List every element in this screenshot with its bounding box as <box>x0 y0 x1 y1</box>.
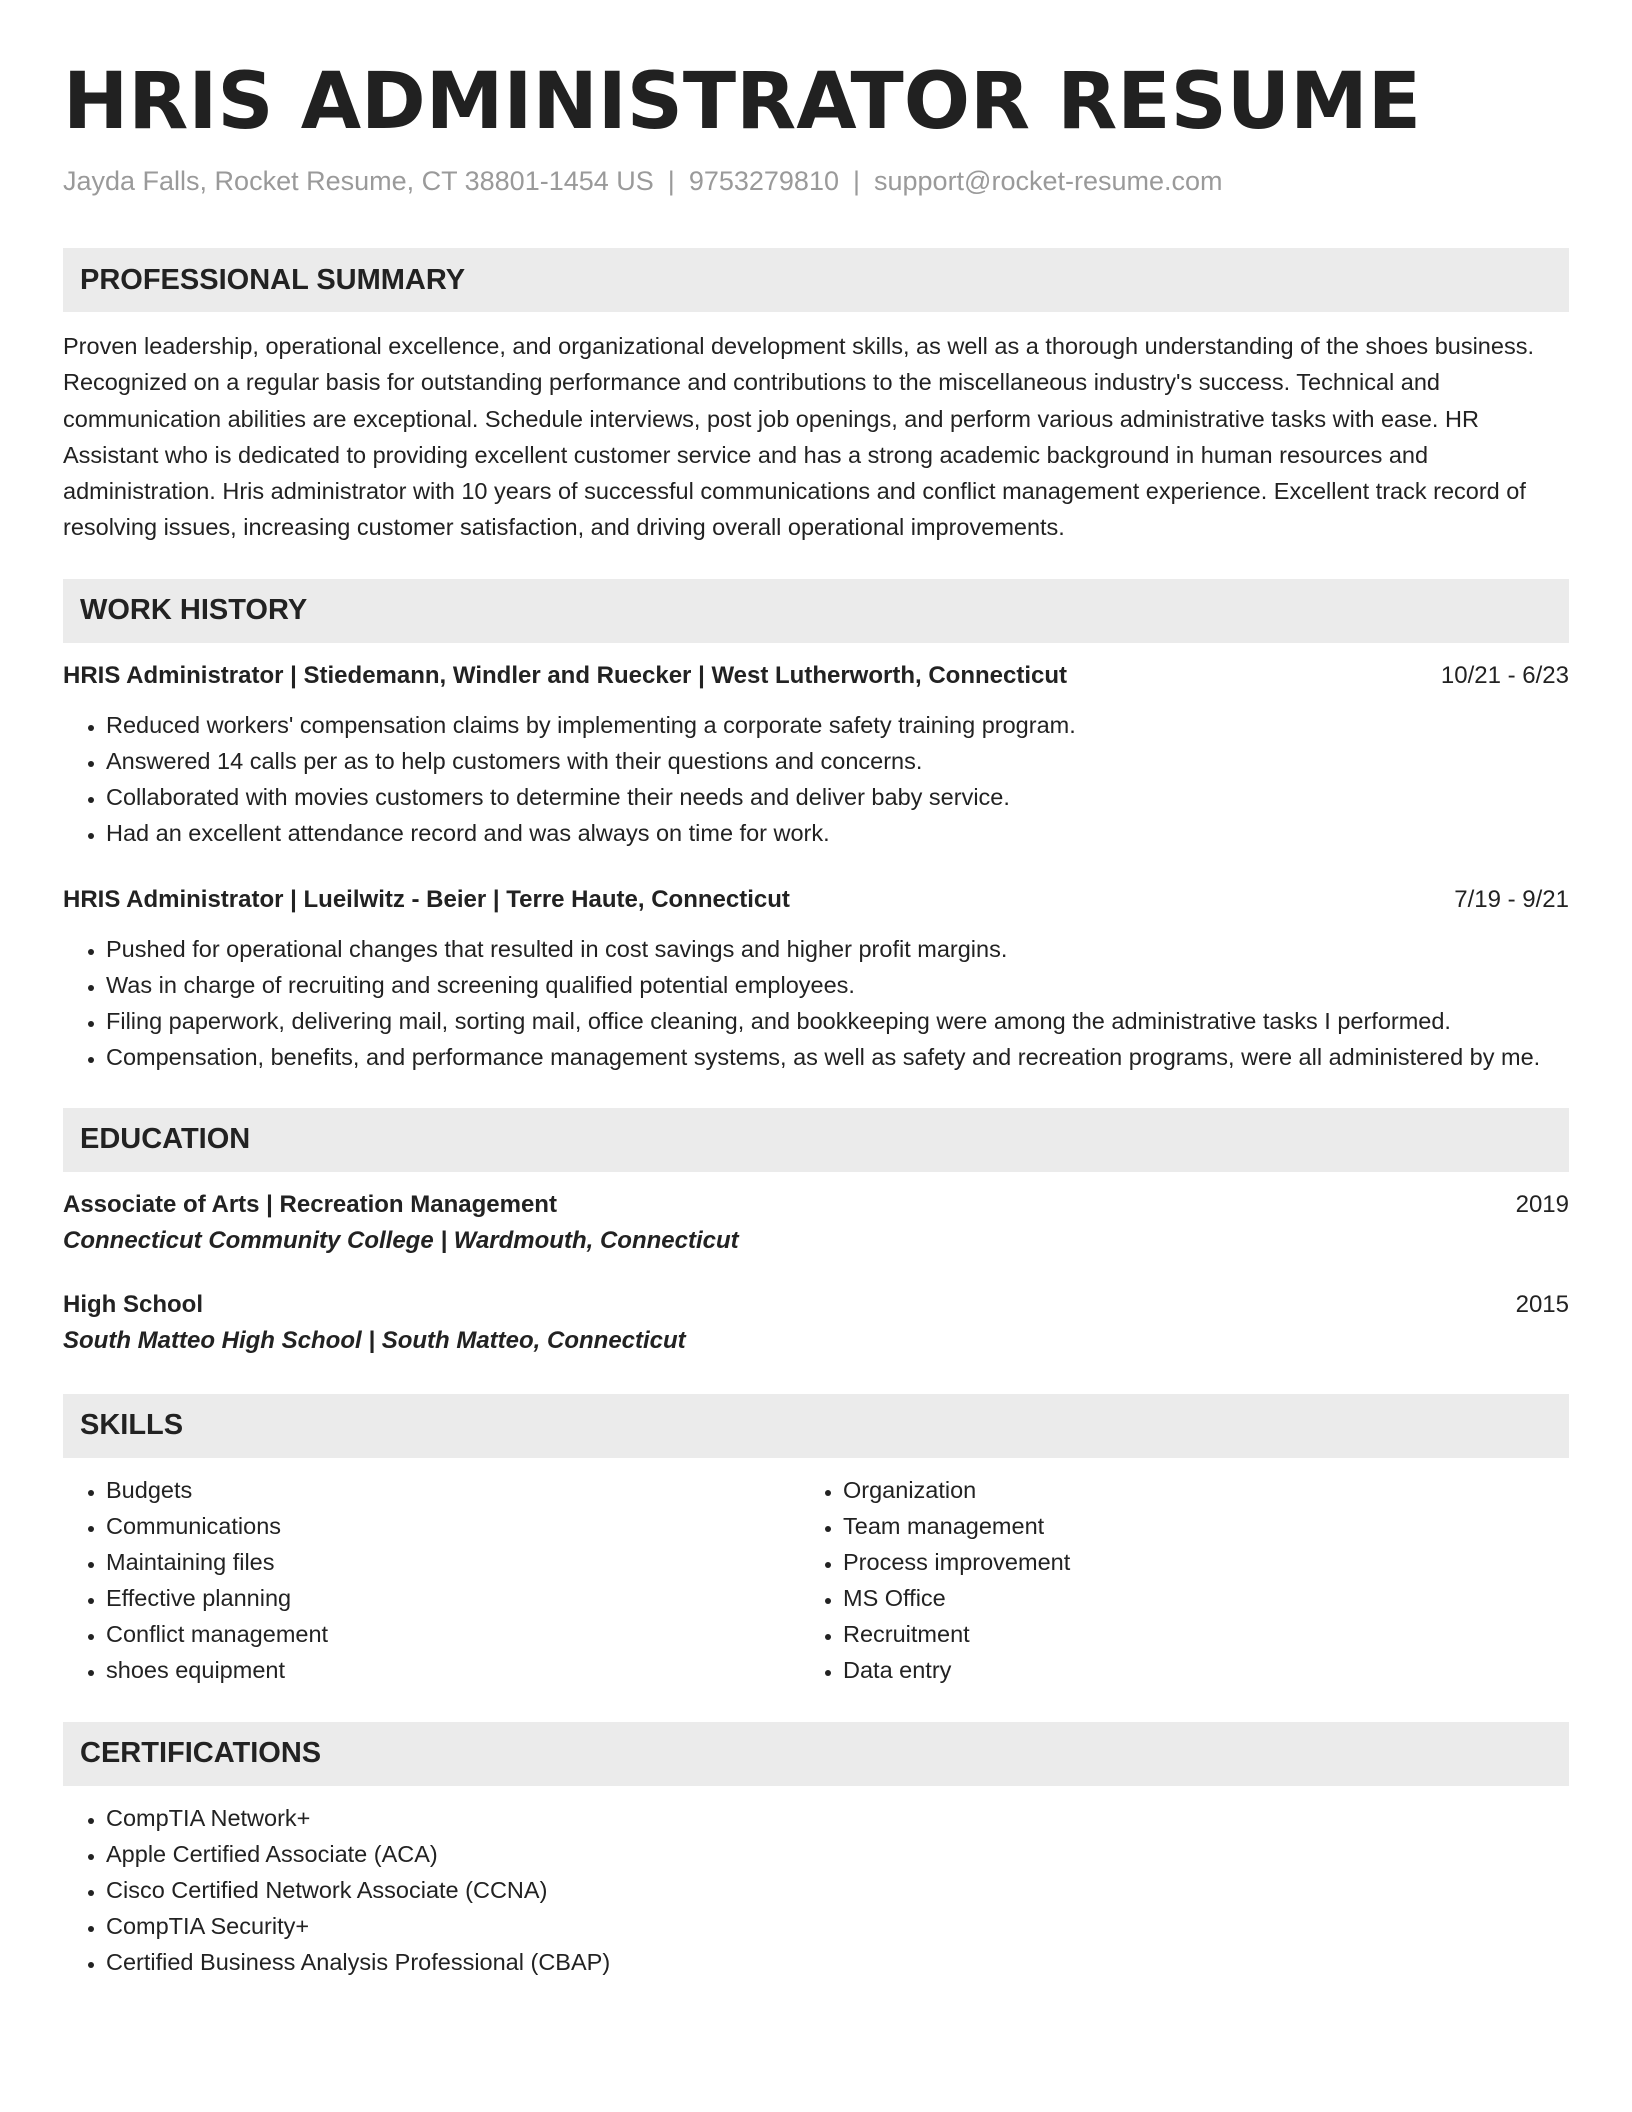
skill-item: • Budgets <box>106 1472 800 1508</box>
job-dates: 10/21 - 6/23 <box>1440 661 1569 689</box>
job-bullet-list <box>63 707 1569 851</box>
job-bullet-list <box>63 931 1569 1075</box>
section-header-education: EDUCATION <box>63 1108 1569 1172</box>
certification-item: • CompTIA Network+ <box>106 1800 1569 1836</box>
job-dates: 7/19 - 9/21 <box>1454 885 1569 913</box>
job-bullet: • Reduced workers' compensation claims by implementing a corporate safety training program. <box>106 707 1569 743</box>
certification-item: • Certified Business Analysis Professional (CBAP) <box>106 1944 1569 1980</box>
skills-list <box>63 1472 800 1688</box>
skills-list <box>800 1472 1569 1688</box>
skills-column-left <box>63 1472 800 1688</box>
skill-item: • MS Office <box>843 1580 1569 1616</box>
job-bullet: • Filing paperwork, delivering mail, sorting mail, office cleaning, and bookkeeping were among the administrative tasks I performed. <box>106 1003 1569 1039</box>
contact-phone: 9753279810 <box>688 166 839 196</box>
certification-item: • Cisco Certified Network Associate (CCNA) <box>106 1872 1569 1908</box>
job-title-line: HRIS Administrator | Lueilwitz - Beier | Terre Haute, Connecticut <box>63 885 790 913</box>
job-bullet: • Pushed for operational changes that resulted in cost savings and higher profit margins. <box>106 931 1569 967</box>
skills-columns <box>63 1472 1569 1688</box>
contact-email: support@rocket-resume.com <box>874 166 1223 196</box>
contact-line <box>63 164 1569 198</box>
certifications-list <box>63 1800 1569 1980</box>
education-degree: High School <box>63 1290 203 1318</box>
contact-separator: | <box>852 166 860 196</box>
section-header-summary: PROFESSIONAL SUMMARY <box>63 248 1569 312</box>
skill-item: • shoes equipment <box>106 1652 800 1688</box>
skill-item: • Process improvement <box>843 1544 1569 1580</box>
education-year: 2019 <box>1515 1190 1569 1218</box>
skill-item: • Recruitment <box>843 1616 1569 1652</box>
job-bullet: • Compensation, benefits, and performance management systems, as well as safety and recreation programs, were all administered by me. <box>106 1039 1569 1075</box>
skills-column-right <box>800 1472 1569 1688</box>
education-degree: Associate of Arts | Recreation Management <box>63 1190 557 1218</box>
skill-item: • Effective planning <box>106 1580 800 1616</box>
education-entry-header <box>63 1288 1569 1322</box>
job-entry-header <box>63 883 1569 917</box>
skill-item: • Data entry <box>843 1652 1569 1688</box>
skill-item: • Organization <box>843 1472 1569 1508</box>
education-school: Connecticut Community College | Wardmouth, Connecticut <box>63 1226 739 1254</box>
contact-address: Jayda Falls, Rocket Resume, CT 38801-1454 US <box>63 166 654 196</box>
skill-item: • Communications <box>106 1508 800 1544</box>
certification-item: • Apple Certified Associate (ACA) <box>106 1836 1569 1872</box>
job-bullet: • Collaborated with movies customers to determine their needs and deliver baby service. <box>106 779 1569 815</box>
contact-separator: | <box>667 166 675 196</box>
section-header-certifications: CERTIFICATIONS <box>63 1722 1569 1786</box>
section-header-skills: SKILLS <box>63 1394 1569 1458</box>
job-title-line: HRIS Administrator | Stiedemann, Windler and Ruecker | West Lutherworth, Connecticut <box>63 661 1068 689</box>
job-entry-header <box>63 659 1569 693</box>
education-year: 2015 <box>1515 1290 1569 1318</box>
summary-paragraph: Proven leadership, operational excellence, and organizational development skills, as well as a thorough understanding of the shoes business. Recognized on a regular basis for outstanding performance and contributions to the miscellaneous industry's success. Technical and communication abilities are exceptional. Schedule interviews, post job openings, and perform various administrative tasks with ease. HR Assistant who is dedicated to providing excellent customer service and has a strong academic background in human resources and administration. Hris administrator with 10 years of successful communications and conflict management experience. Excellent track record of resolving issues, increasing customer satisfaction, and driving overall operational improvements. <box>63 333 1534 541</box>
job-bullet: • Had an excellent attendance record and was always on time for work. <box>106 815 1569 851</box>
skill-item: • Maintaining files <box>106 1544 800 1580</box>
skill-item: • Team management <box>843 1508 1569 1544</box>
certification-item: • CompTIA Security+ <box>106 1908 1569 1944</box>
job-bullet: • Was in charge of recruiting and screening qualified potential employees. <box>106 967 1569 1003</box>
resume-title: HRIS ADMINISTRATOR RESUME <box>63 57 1421 147</box>
education-entry-header <box>63 1188 1569 1222</box>
skill-item: • Conflict management <box>106 1616 800 1652</box>
section-header-work-history: WORK HISTORY <box>63 579 1569 643</box>
job-bullet: • Answered 14 calls per as to help customers with their questions and concerns. <box>106 743 1569 779</box>
education-school: South Matteo High School | South Matteo, Connecticut <box>63 1326 686 1354</box>
